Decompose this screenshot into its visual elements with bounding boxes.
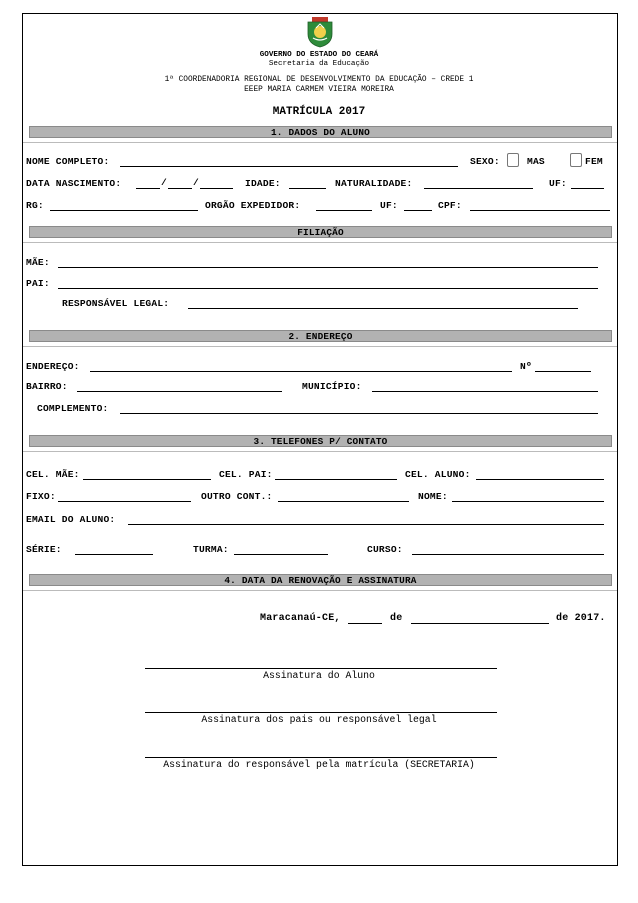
- input-curso[interactable]: [412, 554, 604, 555]
- label-sexo: SEXO:: [470, 156, 500, 167]
- label-cel-mae: CEL. MÃE:: [26, 469, 80, 480]
- renewal-city: Maracanaú-CE,: [260, 613, 341, 624]
- section-header-dados-aluno: 1. DADOS DO ALUNO: [29, 126, 612, 138]
- input-endereco[interactable]: [90, 371, 512, 372]
- input-bairro[interactable]: [77, 391, 282, 392]
- input-outro-contato[interactable]: [278, 501, 409, 502]
- signature-label-pais: Assinatura dos pais ou responsável legal: [201, 714, 437, 725]
- input-nome-contato[interactable]: [452, 501, 604, 502]
- label-curso: CURSO:: [367, 544, 403, 555]
- input-responsavel-legal[interactable]: [188, 308, 578, 309]
- regional-coordination: 1ª COORDENADORIA REGIONAL DE DESENVOLVIMENTO DA EDUCAÇÃO – CREDE 1: [164, 76, 474, 84]
- label-fixo: FIXO:: [26, 491, 56, 502]
- input-uf[interactable]: [571, 188, 604, 189]
- signature-line-aluno[interactable]: [145, 668, 497, 669]
- divider: [23, 451, 617, 452]
- input-cpf[interactable]: [470, 210, 610, 211]
- label-municipio: MUNICÍPIO:: [302, 381, 362, 392]
- label-naturalidade: NATURALIDADE:: [335, 178, 413, 189]
- input-pai[interactable]: [58, 288, 598, 289]
- label-data-nascimento: DATA NASCIMENTO:: [26, 178, 122, 189]
- input-ano[interactable]: [200, 188, 233, 189]
- input-turma[interactable]: [234, 554, 328, 555]
- input-complemento[interactable]: [120, 413, 598, 414]
- form-title: MATRÍCULA 2017: [272, 106, 366, 118]
- renewal-year: de 2017.: [556, 613, 606, 624]
- label-outro-contato: OUTRO CONT.:: [201, 491, 273, 502]
- label-responsavel-legal: RESPONSÁVEL LEGAL:: [62, 298, 170, 309]
- label-uf-rg: UF:: [380, 200, 398, 211]
- divider: [23, 346, 617, 347]
- input-email[interactable]: [128, 524, 604, 525]
- date-separator: /: [161, 177, 167, 188]
- label-orgao-expedidor: ORGÃO EXPEDIDOR:: [205, 200, 301, 211]
- label-rg: RG:: [26, 200, 44, 211]
- checkbox-feminino[interactable]: [570, 153, 582, 167]
- label-uf: UF:: [549, 178, 567, 189]
- label-numero: Nº: [520, 361, 532, 372]
- signature-label-aluno: Assinatura do Aluno: [263, 670, 375, 681]
- input-renewal-month[interactable]: [411, 623, 549, 624]
- input-serie[interactable]: [75, 554, 153, 555]
- input-mae[interactable]: [58, 267, 598, 268]
- input-orgao-expedidor[interactable]: [316, 210, 372, 211]
- label-email: EMAIL DO ALUNO:: [26, 514, 116, 525]
- label-cel-pai: CEL. PAI:: [219, 469, 273, 480]
- input-idade[interactable]: [289, 188, 326, 189]
- input-fixo[interactable]: [58, 501, 191, 502]
- divider: [23, 590, 617, 591]
- label-mas: MAS: [527, 156, 545, 167]
- input-renewal-day[interactable]: [348, 623, 382, 624]
- checkbox-masculino[interactable]: [507, 153, 519, 167]
- label-cpf: CPF:: [438, 200, 462, 211]
- input-nome-completo[interactable]: [120, 166, 458, 167]
- label-idade: IDADE:: [245, 178, 281, 189]
- input-dia[interactable]: [136, 188, 160, 189]
- signature-line-pais[interactable]: [145, 712, 497, 713]
- label-pai: PAI:: [26, 278, 50, 289]
- state-emblem: [305, 16, 335, 48]
- label-endereco: ENDEREÇO:: [26, 361, 80, 372]
- divider: [23, 142, 617, 143]
- section-header-renovacao: 4. DATA DA RENOVAÇÃO E ASSINATURA: [29, 574, 612, 586]
- label-nome-contato: NOME:: [418, 491, 448, 502]
- signature-line-secretaria[interactable]: [145, 757, 497, 758]
- government-name: GOVERNO DO ESTADO DO CEARÁ: [259, 51, 379, 59]
- renewal-de: de: [390, 613, 403, 624]
- signature-label-secretaria: Assinatura do responsável pela matrícula (SECRETARIA): [163, 759, 475, 770]
- input-cel-pai[interactable]: [275, 479, 397, 480]
- label-mae: MÃE:: [26, 257, 50, 268]
- section-header-telefones: 3. TELEFONES P/ CONTATO: [29, 435, 612, 447]
- input-naturalidade[interactable]: [424, 188, 533, 189]
- label-cel-aluno: CEL. ALUNO:: [405, 469, 471, 480]
- input-mes[interactable]: [168, 188, 192, 189]
- section-header-filiacao: FILIAÇÃO: [29, 226, 612, 238]
- section-header-endereco: 2. ENDEREÇO: [29, 330, 612, 342]
- divider: [23, 242, 617, 243]
- label-bairro: BAIRRO:: [26, 381, 68, 392]
- date-separator: /: [193, 177, 199, 188]
- secretariat-name: Secretaria da Educação: [268, 60, 370, 68]
- label-nome-completo: NOME COMPLETO:: [26, 156, 110, 167]
- input-uf-rg[interactable]: [404, 210, 432, 211]
- input-rg[interactable]: [50, 210, 198, 211]
- label-complemento: COMPLEMENTO:: [37, 403, 109, 414]
- input-cel-aluno[interactable]: [476, 479, 604, 480]
- input-municipio[interactable]: [372, 391, 598, 392]
- label-serie: SÉRIE:: [26, 544, 62, 555]
- label-turma: TURMA:: [193, 544, 229, 555]
- label-fem: FEM: [585, 156, 603, 167]
- input-numero[interactable]: [535, 371, 591, 372]
- school-name: EEEP MARIA CARMEM VIEIRA MOREIRA: [244, 86, 394, 94]
- input-cel-mae[interactable]: [83, 479, 211, 480]
